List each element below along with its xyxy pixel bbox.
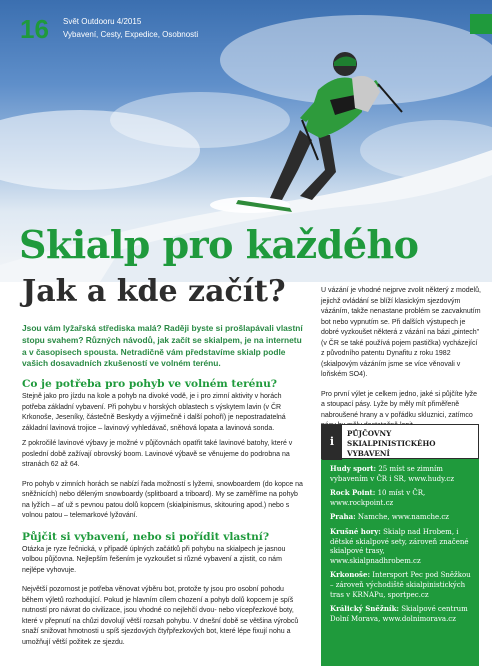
corner-tab: [470, 14, 492, 34]
list-item: [330, 488, 475, 508]
section-list: Vybavení, Cesty, Expedice, Osobnosti: [63, 30, 199, 39]
body-paragraph: Největší pozornost je potřeba věnovat výběru bot, protože ty jsou pro osobní pohodu během výletů rozhodující. Pokud je hlavním cílem chození a pohyb dolů kopcem je spíš nutností pro návrat do civilizace, jsou vhodné co nejlehčí dvou- nebo vícepřezkové boty, které v přepnutí na chůzi dovolují větší rozsah pohybu. V dnešní době se většina výrobců snaží snižovat hmotnosti u spíš sjezdových čtyřpřezkových bot, které lépe fixují nohu a umožňují větší požitek ze sjezdu.: [22, 586, 299, 646]
list-item: [330, 570, 475, 600]
rental-info-box: [321, 424, 479, 666]
article-subtitle: Jak a kde začít?: [22, 274, 286, 309]
entry-text: 25 míst se zimním vybavením v ČR i SR, www.hudy.cz: [330, 465, 455, 483]
list-item: [330, 464, 475, 484]
entry-name: Praha:: [330, 512, 356, 522]
info-icon: i: [322, 425, 342, 460]
page-number: 16: [20, 14, 49, 44]
body-paragraph: Pro první výlet je celkem jedno, jaké si půjčíte lyže a stoupací pásy. Lyže by měly mít přiměřeně nabroušené hrany a v pořádku skluznici, zatímco: [321, 390, 478, 419]
entry-name: Krkonoše:: [330, 570, 371, 580]
body-paragraph: Z pokročilé lavinové výbavy je možné v půjčovnách opatřit také lavinové batohy, které v poslední době zažívají obrovský boom. Lavinové výbavě se věnujeme do podrobna na stranách 62 až 64.: [22, 440, 293, 469]
entry-text: Namche, www.namche.cz: [355, 513, 449, 522]
body-paragraph: Stejně jako pro jízdu na kole a pohyb na divoké vodě, je i pro zimní aktivity v horách potřeba základní vybavení. Při pohybu v horských oblastech s výskytem lavin (v ČR Krkonoše, Jeseníky, částečně Beskydy a výjimečně i další pohoří) je nepostradatelná základní lavinová trojice – lavinový vyhledávač, sněhová lopata a lavinová sonda.: [22, 393, 286, 432]
entry-name: Rock Point:: [330, 488, 376, 498]
body-paragraph: U vázání je vhodné nejprve zvolit některý z modelů, jejichž ovládání se blíží klasickým sjezdovým vázáním, takže nenastane problém se zacvaknutím bot nebo vypnutím se. Při dalších výstupech je dobré vyzkoušet některá z vázání na bázi „pintech" (v ČR se také používá pojem pastička) vycházející z původního patentu Dynafitu z roku 1982 (skialpovým vázáním jsme se více věnovali v loňském SO4).: [321, 287, 481, 378]
entry-text: Intersport Pec pod Sněžkou – zároveň východiště skialpinistických tras v KRNAPu, sportpec.cz: [330, 571, 471, 599]
magazine-issue: Svět Outdooru 4/2015: [63, 17, 142, 26]
entry-text: Skialp nad Hrobem, i dětské skialpové sety, zároveň značené skialpové trasy, www.skialpnadhrobem.cz: [330, 527, 469, 565]
right-column: [321, 286, 481, 437]
entry-name: Krušné hory:: [330, 526, 381, 536]
section-heading: Půjčit si vybavení, nebo si pořídit vlastní?: [22, 530, 270, 543]
article-title: Skialp pro každého: [19, 222, 419, 267]
left-column: [22, 323, 304, 653]
entry-text: 10 míst v ČR, www.rockpoint.cz: [330, 489, 426, 507]
body-paragraph: Otázka je ryze řečnická, v případě úplných začátků při pohybu na skialpech je jasnou volbou půjčovna. Nejlepším řešením je vyzkoušet si různé vybavení a zjistit, co nám nejlépe vyhovuje.: [22, 545, 286, 574]
list-item: [330, 527, 475, 566]
entry-name: Hudy sport:: [330, 464, 377, 473]
info-box-title: PŮJČOVNY SKIALPINISTICKÉHO VYBAVENÍ: [347, 429, 436, 458]
list-item: [330, 512, 475, 523]
rental-list: [330, 464, 475, 628]
list-item: [330, 604, 475, 624]
body-paragraph: Pro pohyb v zimních horách se nabízí řada možností s lyžemi, snowboardem (do kopce na sněžnicích) nebo děleným snowboardy (splitboard a triboard). My se zaměříme na pohyb na lyžích – ať už s pevnou patou dolů kopcem (skialpinismus, skitouring apod.) nebo s volnou patou – telemarkové lyžování.: [22, 480, 303, 520]
info-box-header: [321, 424, 479, 459]
lead-paragraph: Jsou vám lyžařská střediska malá? Raději byste si prošlapávali vlastní stopu svahem? Různých návodů, jak začít se skialpem, je na internetu a v časopisech spousta. Netradičně vám představíme skialp podle vašich dosavadních zkušeností ve volném terénu.: [22, 323, 303, 369]
section-heading: Co je potřeba pro pohyb ve volném terénu?: [22, 378, 278, 391]
entry-name: Králický Sněžník:: [330, 604, 399, 614]
entry-text: Skialpové centrum Dolní Morava, www.dolnimorava.cz: [330, 605, 468, 623]
